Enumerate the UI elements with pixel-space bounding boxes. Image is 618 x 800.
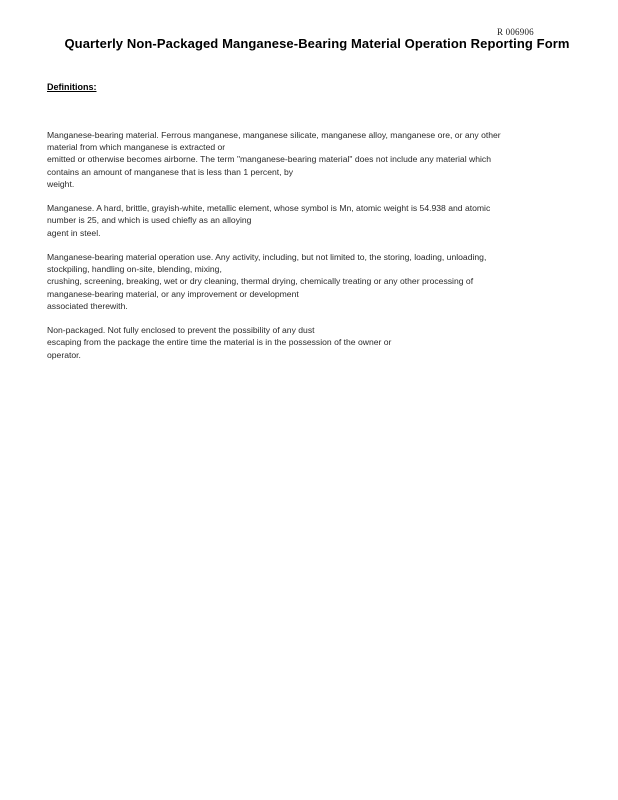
definition-line: crushing, screening, breaking, wet or dry cleaning, thermal drying, chemically treating or any other processing of bbox=[47, 276, 474, 287]
document-id-stamp: R 006906 bbox=[497, 27, 534, 37]
definitions-heading: Definitions: bbox=[47, 82, 97, 92]
definition-non-packaged bbox=[47, 324, 547, 361]
definition-line: escaping from the package the entire time the material is in the possession of the owner or bbox=[47, 337, 392, 348]
definition-line: emitted or otherwise becomes airborne. The term "manganese-bearing material" does not include any material which bbox=[47, 154, 491, 165]
definition-line: operator. bbox=[47, 349, 81, 360]
definition-line: Manganese-bearing material. Ferrous manganese, manganese silicate, manganese alloy, manganese ore, or any other bbox=[47, 130, 501, 140]
definition-line: number is 25, and which is used chiefly as an alloying bbox=[47, 215, 252, 226]
definition-line: contains an amount of manganese that is less than 1 percent, by bbox=[47, 166, 294, 177]
definition-line: manganese-bearing material, or any improvement or development bbox=[47, 288, 299, 299]
definition-line: material from which manganese is extracted or bbox=[47, 142, 226, 153]
definition-operation-use bbox=[47, 251, 547, 312]
definition-manganese-bearing-material bbox=[47, 129, 547, 190]
page-title: Quarterly Non-Packaged Manganese-Bearing Material Operation Reporting Form bbox=[64, 36, 570, 51]
definition-line: agent in steel. bbox=[47, 227, 101, 238]
definition-line: Non-packaged. Not fully enclosed to prevent the possibility of any dust bbox=[47, 325, 315, 336]
definition-line: stockpiling, handling on-site, blending, mixing, bbox=[47, 264, 222, 275]
definition-line: Manganese. A hard, brittle, grayish-white, metallic element, whose symbol is Mn, atomic weight is 54.938 and atomic bbox=[47, 203, 491, 214]
definition-line: weight. bbox=[47, 178, 75, 189]
definition-line: associated therewith. bbox=[47, 300, 128, 311]
definition-manganese bbox=[47, 202, 547, 239]
definition-line: Manganese-bearing material operation use. Any activity, including, but not limited to, the storing, loading, unloading, bbox=[47, 252, 487, 262]
definitions-list bbox=[47, 129, 547, 373]
